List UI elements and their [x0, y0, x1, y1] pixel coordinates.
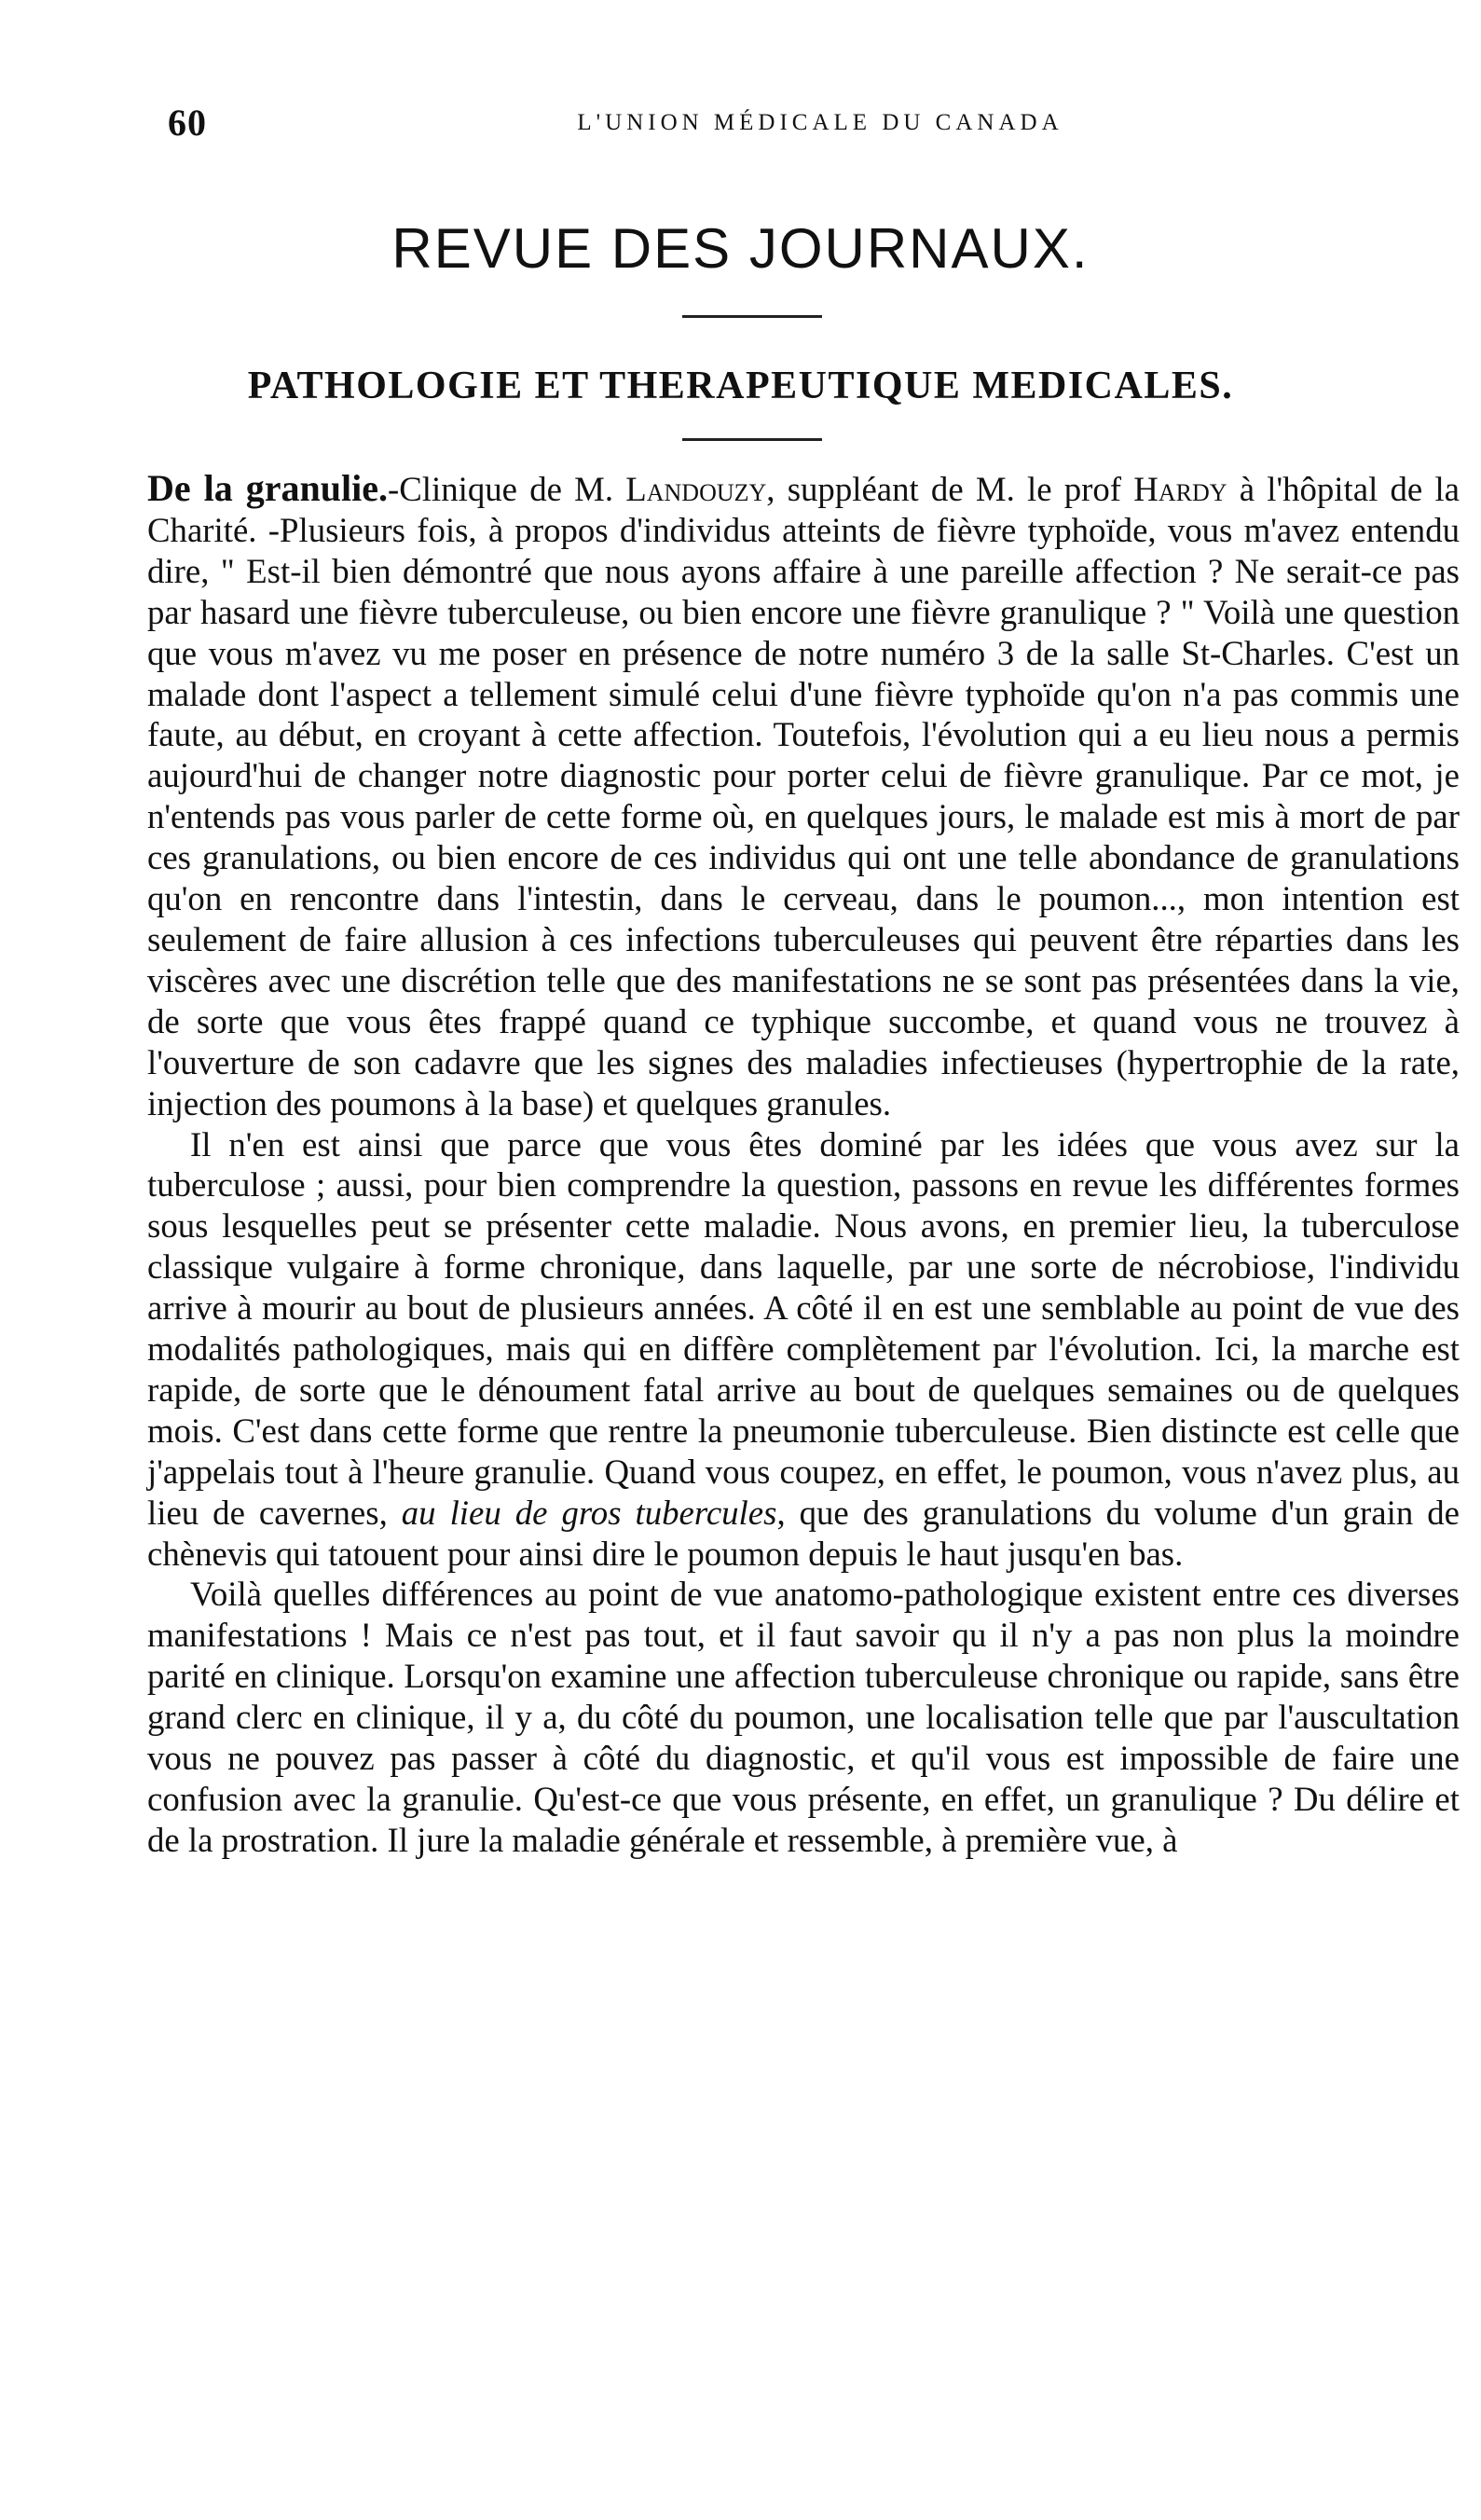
section-title: REVUE DES JOURNAUX. — [391, 217, 1090, 280]
paragraph-2-text-a: Il n'en est ainsi que parce que vous êtes dominé par les idées que vous avez sur la tuberculose ; aussi, pour bien comprendre la question, passons en revue les différentes formes sous lesquelles peut se présenter cette maladie. Nous avons, en premier lieu, la tuberculose classique vulgaire à forme chronique, dans laquelle, par une sorte de nécrobiose, l'individu arrive à mourir au bout de plusieurs années. A côté il en est une semblable au point de vue des modalités pathologiques, mais qui en diffère complètement par l'évolution. Ici, la marche est rapide, de sorte que le dénoument fatal arrive au bout de quelques semaines ou de quelques mois. C'est dans cette forme que rentre la pneumonie tuberculeuse. Bien distincte est celle que j'appelais tout à l'heure granulie. Quand vous coupez, en effet, le poumon, vous n'avez plus, au lieu de cavernes, — [147, 1124, 1460, 1532]
author-name-landouzy: Landouzy — [625, 470, 767, 508]
page-number: 60 — [168, 102, 207, 144]
paragraph-3-text: Voilà quelles différences au point de vue anatomo-pathologique existent entre ces diverses manifestations ! Mais ce n'est pas tout, et il faut savoir qu il n'y a pas non plus la moindre parité en clinique. Lorsqu'on examine une affection tuberculeuse chronique ou rapide, sans être grand clerc en clinique, il y a, du côté du poumon, une localisation telle que par l'auscultation vous ne pouvez pas passer à côté du diagnostic, et qu'il vous est impossible de faire une confusion avec la granulie. Qu'est-ce que vous présente, en effet, un granulique ? Du délire et de la prostration. Il jure la maladie générale et ressemble, à première vue, à — [147, 1575, 1460, 1859]
paragraph-2-text-b: , que des granulations du volume d'un grain de chènevis qui tatouent pour ainsi dire le poumon depuis le haut jusqu'en bas. — [147, 1493, 1460, 1573]
paragraph-2-italic: au lieu de gros tubercules — [401, 1493, 777, 1532]
paragraph-1-text-c: à l'hôpital de la Charité. -Plusieurs fois, à propos d'individus atteints de fièvre typhoïde, vous m'avez entendu dire, " Est-il bien démontré que nous ayons affaire à une pareille affection ? Ne serait-ce pas par hasard une fièvre tuberculeuse, ou bien encore une fièvre granulique ? " Voilà une question que vous m'avez vu me poser en présence de notre numéro 3 de la salle St-Charles. C'est un malade dont l'aspect a tellement simulé celui d'une fièvre typhoïde qu'on n'a pas commis une faute, au début, en croyant à cette affection. Toutefois, l'évolution qui a eu lieu nous a permis aujourd'hui de changer notre diagnostic pour porter celui de fièvre granulique. Par ce mot, je n'entends pas vous parler de cette forme où, en quelques jours, le malade est mis à mort de par ces granulations, ou bien encore de ces individus qui ont une telle abondance de granulations qu'on en rencontre dans l'intestin, dans le cerveau, dans le poumon..., mon intention est seulement de faire allusion à ces infections tuberculeuses qui peuvent être réparties dans les viscères avec une discrétion telle que des manifestations ne se sont pas présentées dans la vie, de sorte que vous êtes frappé quand ce typhique succombe, et quand vous ne trouvez à l'ouverture de son cadavre que les signes des maladies infectieuses (hypertrophie de la rate, injection des poumons à la base) et quelques granules. — [147, 470, 1460, 1122]
subsection-divider — [682, 438, 822, 441]
paragraph-1-text-b: , suppléant de M. le prof — [766, 470, 1134, 508]
paragraph-2 — [147, 1124, 1460, 1575]
author-name-hardy: Hardy — [1133, 470, 1227, 508]
paragraph-3 — [147, 1574, 1460, 1860]
paragraph-1 — [147, 468, 1460, 1124]
paragraph-1-text-a: -Clinique de M. — [388, 470, 626, 508]
subsection-title: PATHOLOGIE ET THERAPEUTIQUE MEDICALES. — [247, 365, 1234, 407]
title-divider — [682, 315, 822, 318]
journal-name: L'UNION MÉDICALE DU CANADA — [577, 110, 1063, 135]
article-body — [147, 468, 1460, 1861]
article-lead-title: De la granulie. — [147, 467, 388, 509]
running-head — [168, 101, 1323, 147]
